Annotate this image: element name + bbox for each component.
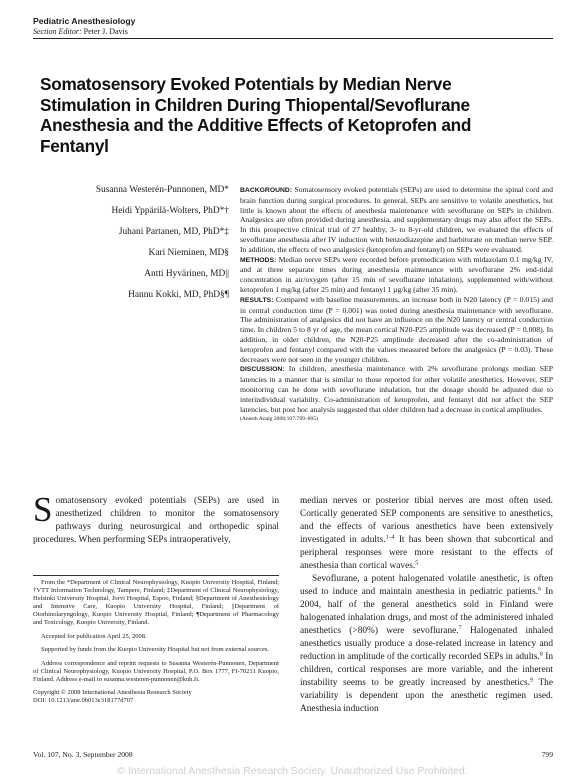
author-list	[20, 185, 229, 311]
footnote-correspondence: Address correspondence and reprint requests to Susanna Westerén-Punnonen, Department of Clinical Neurophysiology, Kuopio University Hospital, P.O. Box 1777, FI-70211 Kuopio, Finland. Address e-mail to susanna.westeren-punnonen@kuh.fi.	[33, 659, 279, 683]
body-text: Sevoflurane, a potent halogenated volatile anesthetic, is often used to induce and maintain anesthesia in pediatric patients.	[300, 574, 553, 597]
reference-marker: 9	[529, 677, 533, 684]
abstract-methods-text: Median nerve SEPs were recorded before premedication with midazolam 0.1 mg/kg IV, and at three separate times during anesthesia maintenance with sevoflurane 2% end-tidal concentration in air/oxygen (after 15 min of sevoflurane inhalation), supplemented with/without ketoprofen 1 mg/kg (after 25 min) and fentanyl 1 µg/kg (after 35 min).	[240, 254, 554, 294]
body-paragraph	[300, 573, 553, 716]
abstract-discussion	[240, 364, 553, 414]
footnote-support: Supported by funds from the Kuopio University Hospital but not from external sources.	[41, 646, 270, 653]
abstract-background-label: BACKGROUND:	[240, 187, 293, 194]
reference-marker: 1–4	[385, 534, 395, 541]
footnote-accepted: Accepted for publication April 25, 2008.	[41, 632, 147, 640]
abstract-results	[240, 295, 553, 365]
section-title: Pediatric Anesthesiology	[33, 16, 136, 26]
footnotes	[33, 579, 279, 705]
author: Susanna Westerén-Punnonen, MD*	[95, 185, 229, 195]
section-editor-name: Peter J. Davis	[83, 27, 128, 36]
page-footer	[33, 750, 553, 759]
reference-marker: 7	[458, 625, 462, 632]
article-title: Somatosensory Evoked Potentials by Median Nerve Stimulation in Children During Thiopental/Sevoflurane Anesthesia and the Additive Effects of Ketoprofen and Fentanyl	[40, 74, 472, 156]
abstract-discussion-text: In children, anesthesia maintenance with 2% sevoflurane prolongs median SEP latencies in a manner that is similar to those reported for other volatile anesthetics. However, SEP monitoring can be done with sevoflurane inhalation, but the dosage should be adjusted due to interindividual variabilty. Co-administration of ketoprofen, and fentanyl did not affect the SEP latencies, but post hoc analysis suggested that older children had a decrease in cortical amplitudes.	[240, 364, 554, 414]
section-editor	[33, 27, 135, 36]
citation: (Anesth Analg 2008;107:799–805)	[240, 416, 318, 423]
author: Hannu Kokki, MD, PhD§¶	[128, 290, 229, 300]
body-text: The variability is dependent upon the anesthetic regimen used. Anesthesia induction	[300, 678, 553, 714]
footnote-copyright: Copyright © 2008 International Anesthesia Research Society	[33, 689, 192, 696]
header-divider	[33, 38, 553, 39]
intro-text: omatosensory evoked potentials (SEPs) are used in anesthetized children to monitor the somatosensory pathways during neurosurgical and orthopedic spinal procedures. When performing SEPs intraoperatively,	[33, 496, 279, 545]
author: Antti Hyvärinen, MD||	[144, 269, 229, 279]
body-text: Halogenated inhaled anesthetics usually produce a dose-related increase in latency and reduction in amplitude of the cortically recorded SEPs in adults.	[300, 626, 553, 662]
intro-paragraph	[33, 490, 279, 547]
body-column-right	[300, 495, 553, 716]
body-text: In children, cortical responses are more variable, and the inherent instability seems to be greatly increased by anesthetics.	[300, 652, 554, 688]
abstract-methods-label: METHODS:	[240, 256, 277, 264]
footnote-affiliations: From the *Department of Clinical Neurophysiology, Kuopio University Hospital, Finland; †VTT Information Technology, Tampere, Finland; ‡Department of Clinical Neurophysiology, Helsinki University Hospital, Jorvi Hospital, Espoo, Finland; §Department of Anesthesiology and Intensive Care, Kuopio University Hospital, Finland; ||Department of Otorhinolaryngology, Kuopio University Hospital, Finland; ¶Department of Pharmacology and Toxicology, Kuopio University, Finland.	[33, 579, 279, 626]
author: Kari Nieminen, MD§	[148, 248, 229, 258]
reference-marker: 8	[539, 651, 543, 658]
reference-marker: 5	[415, 560, 419, 567]
body-text: In 2004, half of the general anesthetics sold in Finland were halogenated inhalation drugs, and most of the administered inhaled anesthetics (>80%) were sevoflurane.	[300, 587, 554, 636]
abstract-results-label: RESULTS:	[240, 296, 274, 304]
abstract	[240, 185, 553, 423]
body-paragraph	[300, 495, 553, 573]
body-text: median nerves or posterior tibial nerves are most often used. Cortically generated SEP components are sensitive to anesthetics, and the effects of various anesthetics have been extensively investigated in adults.	[300, 496, 553, 545]
journal-issue: Vol. 107, No. 3, September 2008	[33, 750, 133, 759]
page-number: 799	[541, 750, 553, 759]
footnote-divider	[33, 575, 279, 576]
abstract-discussion-label: DISCUSSION:	[240, 366, 285, 374]
section-header	[33, 16, 135, 36]
abstract-background	[240, 185, 553, 255]
body-column-left	[33, 490, 279, 547]
author: Juhani Partanen, MD, PhD*‡	[118, 227, 229, 237]
abstract-background-text: Somatosensory evoked potentials (SEPs) are used to determine the spinal cord and brain function during surgical procedures. In general, SEPs are sensitive to volatile anesthetics, but little is known about the effects of anesthesia maintenance with sevoflurane on SEPs in children. Analgesics are often provided during anesthesia, and supplementary drugs may also affect the SEPs. In this prospective clinical trial of 27 healthy, 3- to 8-yr-old children, we evaluated the effects of sevoflurane anesthesia after IV induction with benzodiazepine and barbiturate on median nerve SEP. In addition, the effects of two analgesics (ketoprofen and fentanyl) on SEPs were evaluated.	[240, 185, 553, 254]
section-editor-label: Section Editor:	[33, 27, 82, 36]
abstract-methods	[240, 255, 553, 295]
footnote-doi: DOI: 10.1213/ane.0b013e318177d707	[33, 697, 134, 704]
reference-marker: 6	[538, 586, 542, 593]
drop-cap: S	[33, 490, 53, 529]
watermark: © International Anesthesia Research Society. Unauthorized Use Prohibited.	[117, 765, 468, 777]
body-text: It has been shown that subcortical and peripheral responses were more resistant to the effects of anesthesia than cortical waves.	[300, 535, 553, 571]
author: Heidi Yppärilä-Wolters, PhD*†	[111, 206, 229, 216]
abstract-results-text: Compared with baseline measurements, an increase both in N20 latency (P = 0.015) and in central conduction time (P = 0.001) was noted during anesthesia maintenance with sevoflurane. The administration of analgesics did not have an influence on the N20 latency or central conduction time. In children 5 to 8 yr of age, the mean cortical N20-P25 amplitude was decreased (P = 0.008). In addition, in older children, the N20-P25 amplitude decreased after the co-administration of ketoprofen and fentanyl compared with the values measured before the analgesics (P = 0.03). These decreases were not seen in the younger children.	[240, 294, 553, 364]
